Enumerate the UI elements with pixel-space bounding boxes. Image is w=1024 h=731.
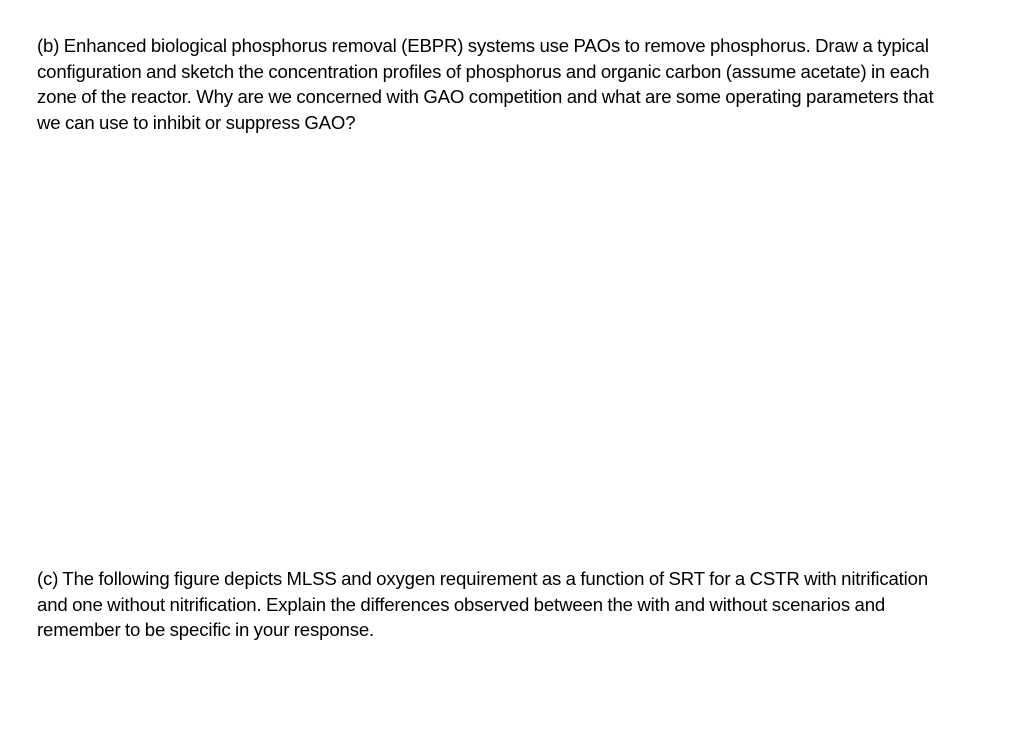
question-b-text: (b) Enhanced biological phosphorus removal (EBPR) systems use PAOs to remove phosphorus. Draw a typical configuration and sketch the concentration profiles of phosphorus and organic carbon (assume acetate) in each zone of the reactor. Why are we concerned with GAO competition and what are some operating parameters that we can use to inhibit or suppress GAO?	[37, 35, 934, 133]
question-c-text: (c) The following figure depicts MLSS and oxygen requirement as a function of SRT for a CSTR with nitrification and one without nitrification. Explain the differences observed between the with and without scenarios and remember to be specific in your response.	[37, 568, 929, 640]
